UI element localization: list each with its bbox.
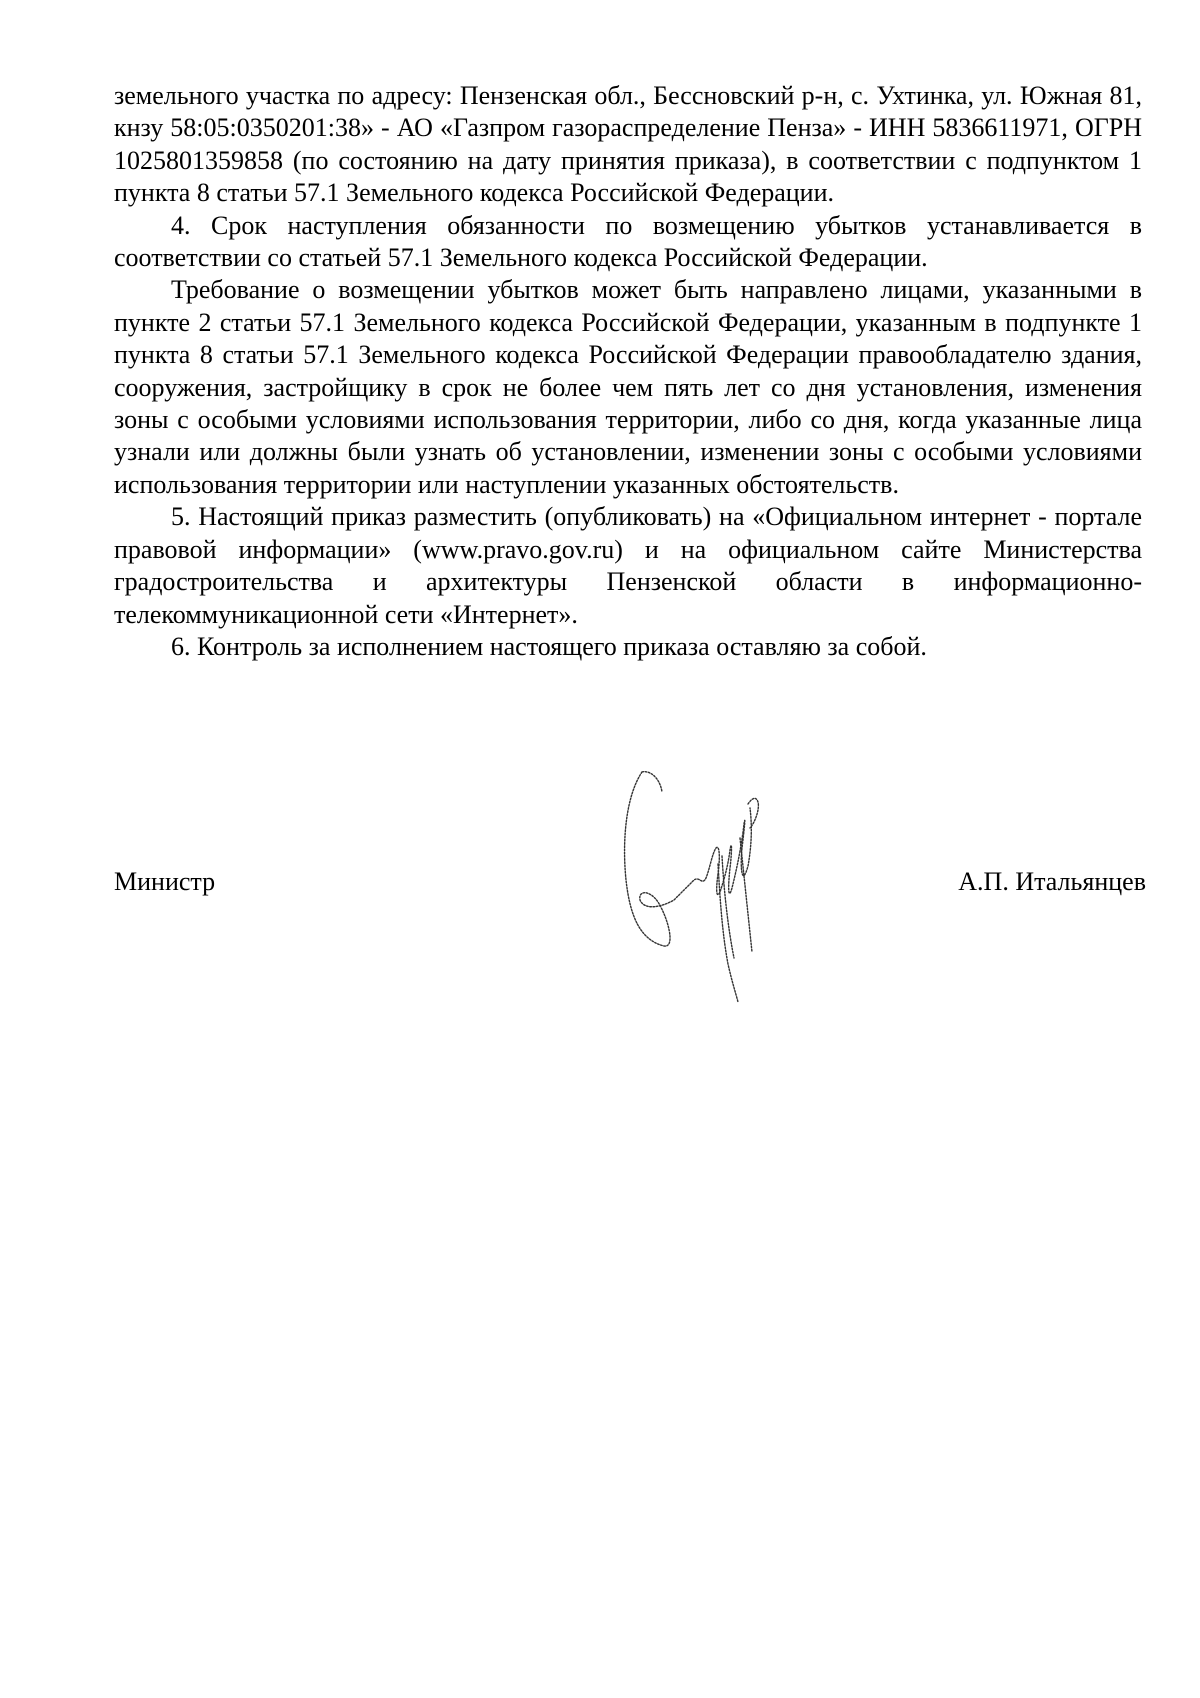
paragraph-item-4: 4. Срок наступления обязанности по возмещению убытков устанавливается в соответствии со статьей 57.1 Земельного кодекса Российской Федерации. xyxy=(114,210,1142,273)
paragraph-compensation-claim: Требование о возмещении убытков может быть направлено лицами, указанными в пункте 2 статьи 57.1 Земельного кодекса Российской Федерации, указанным в подпункте 1 пункта 8 статьи 57.1 Земельного кодекса Российской Федерации правообладателю здания, сооружения, застройщику в срок не более чем пять лет со дня установления, изменения зоны с особыми условиями использования территории, либо со дня, когда указанные лица узнали или должны были узнать об установлении, изменении зоны с особыми условиями использования территории или наступлении указанных обстоятельств. xyxy=(114,275,1142,499)
document-body xyxy=(114,80,1142,663)
paragraph-item-5: 5. Настоящий приказ разместить (опубликовать) на «Официальном интернет - портале правовой информации» (www.pravo.gov.ru) и на официальном сайте Министерства градостроительства и архитектуры Пензенской области в информационно-телекоммуникационной сети «Интернет». xyxy=(114,502,1142,629)
signatory-title: Министр xyxy=(114,867,216,896)
paragraph-continuation: земельного участка по адресу: Пензенская обл., Бессновский р-н, с. Ухтинка, ул. Южная 81, кнзу 58:05:0350201:38» - АО «Газпром газораспределение Пенза» - ИНН 5836611971, ОГРН 1025801359858 (по состоянию на дату принятия приказа), в соответствии с подпунктом 1 пункта 8 статьи 57.1 Земельного кодекса Российской Федерации. xyxy=(114,81,1142,208)
signatory-name: А.П. Итальянцев xyxy=(958,867,1146,896)
handwritten-signature xyxy=(620,768,790,1004)
paragraph-item-6: 6. Контроль за исполнением настоящего приказа оставляю за собой. xyxy=(171,631,927,661)
